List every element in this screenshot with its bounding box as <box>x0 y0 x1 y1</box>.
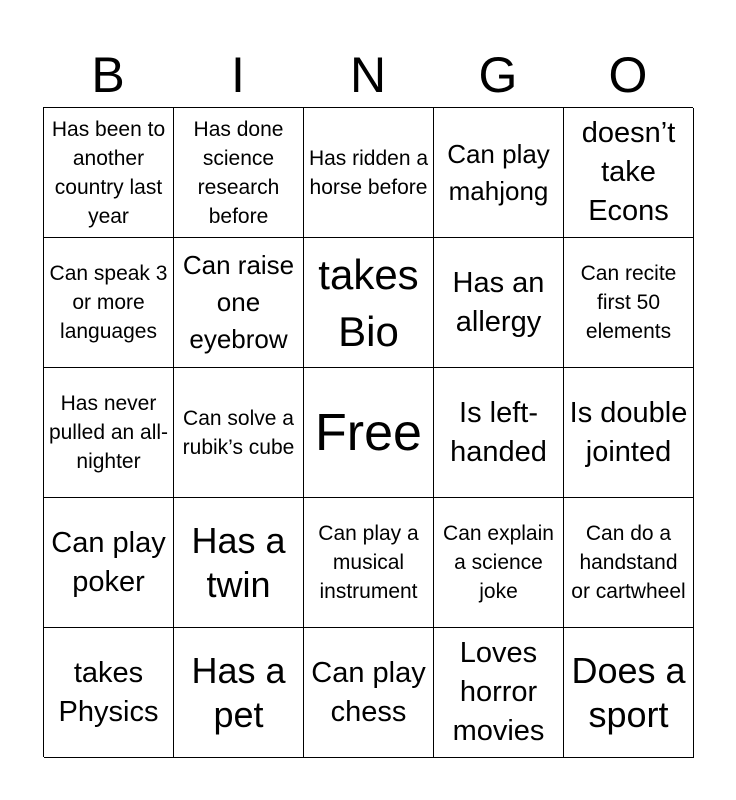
bingo-cell-r2c5[interactable] <box>564 238 694 368</box>
cell-label: Has ridden a horse before <box>308 146 429 199</box>
header-letter-o: O <box>608 47 648 103</box>
cell-label: Loves horror movies <box>452 637 545 747</box>
bingo-cell-r4c2[interactable] <box>174 498 304 628</box>
bingo-cell-r1c1[interactable] <box>44 108 174 238</box>
bingo-cell-r1c2[interactable] <box>174 108 304 238</box>
cell-label: Can solve a rubik’s cube <box>182 406 295 459</box>
cell-label: Can play poker <box>51 526 166 598</box>
cell-label: Can speak 3 or more languages <box>49 262 168 343</box>
cell-label: Can play mahjong <box>447 138 550 206</box>
cell-label: Has a pet <box>191 649 286 735</box>
cell-label: Can play a musical instrument <box>318 522 419 603</box>
bingo-cell-r3c3[interactable] <box>304 368 434 498</box>
bingo-cell-r1c4[interactable] <box>434 108 564 238</box>
bingo-cell-r4c4[interactable] <box>434 498 564 628</box>
cell-label: Has been to another country last year <box>51 117 166 228</box>
cell-label: Has done science research before <box>193 117 284 228</box>
bingo-cell-r3c1[interactable] <box>44 368 174 498</box>
bingo-cell-r2c1[interactable] <box>44 238 174 368</box>
bingo-cell-r4c5[interactable] <box>564 498 694 628</box>
bingo-cell-r5c5[interactable] <box>564 628 694 758</box>
bingo-cell-r4c1[interactable] <box>44 498 174 628</box>
bingo-cell-r3c2[interactable] <box>174 368 304 498</box>
bingo-cell-r1c5[interactable] <box>564 108 694 238</box>
bingo-cell-r3c4[interactable] <box>434 368 564 498</box>
cell-label: Can raise one eyebrow <box>182 250 295 354</box>
bingo-cell-r2c2[interactable] <box>174 238 304 368</box>
header-letter-g: G <box>478 47 518 103</box>
cell-label: Has never pulled an all-nighter <box>48 392 169 473</box>
cell-label: Can play chess <box>311 656 426 728</box>
cell-label: Free <box>315 403 422 462</box>
cell-label: doesn’t take Econs <box>581 117 676 227</box>
header-letter-b: B <box>91 47 125 103</box>
cell-label: Has a twin <box>191 519 286 605</box>
cell-label: Has an allergy <box>452 266 545 338</box>
bingo-cell-r2c4[interactable] <box>434 238 564 368</box>
cell-label: Is double jointed <box>569 396 688 468</box>
header-letter-i: I <box>231 47 245 103</box>
cell-label: Does a sport <box>571 649 686 735</box>
cell-label: Can do a handstand or cartwheel <box>571 522 686 603</box>
bingo-cell-r5c4[interactable] <box>434 628 564 758</box>
cell-label: Can recite first 50 elements <box>580 262 677 343</box>
cell-label: takes Bio <box>318 250 419 355</box>
bingo-cell-r5c1[interactable] <box>44 628 174 758</box>
cell-label: takes Physics <box>58 656 159 728</box>
bingo-cell-r3c5[interactable] <box>564 368 694 498</box>
cell-label: Can explain a science joke <box>443 522 554 603</box>
header-letter-n: N <box>349 47 387 103</box>
bingo-cell-r1c3[interactable] <box>304 108 434 238</box>
bingo-cell-r5c3[interactable] <box>304 628 434 758</box>
bingo-cell-r4c3[interactable] <box>304 498 434 628</box>
bingo-cell-r2c3[interactable] <box>304 238 434 368</box>
bingo-header <box>43 44 693 106</box>
bingo-cell-r5c2[interactable] <box>174 628 304 758</box>
cell-label: Is left-handed <box>450 396 547 468</box>
bingo-board <box>43 107 693 757</box>
